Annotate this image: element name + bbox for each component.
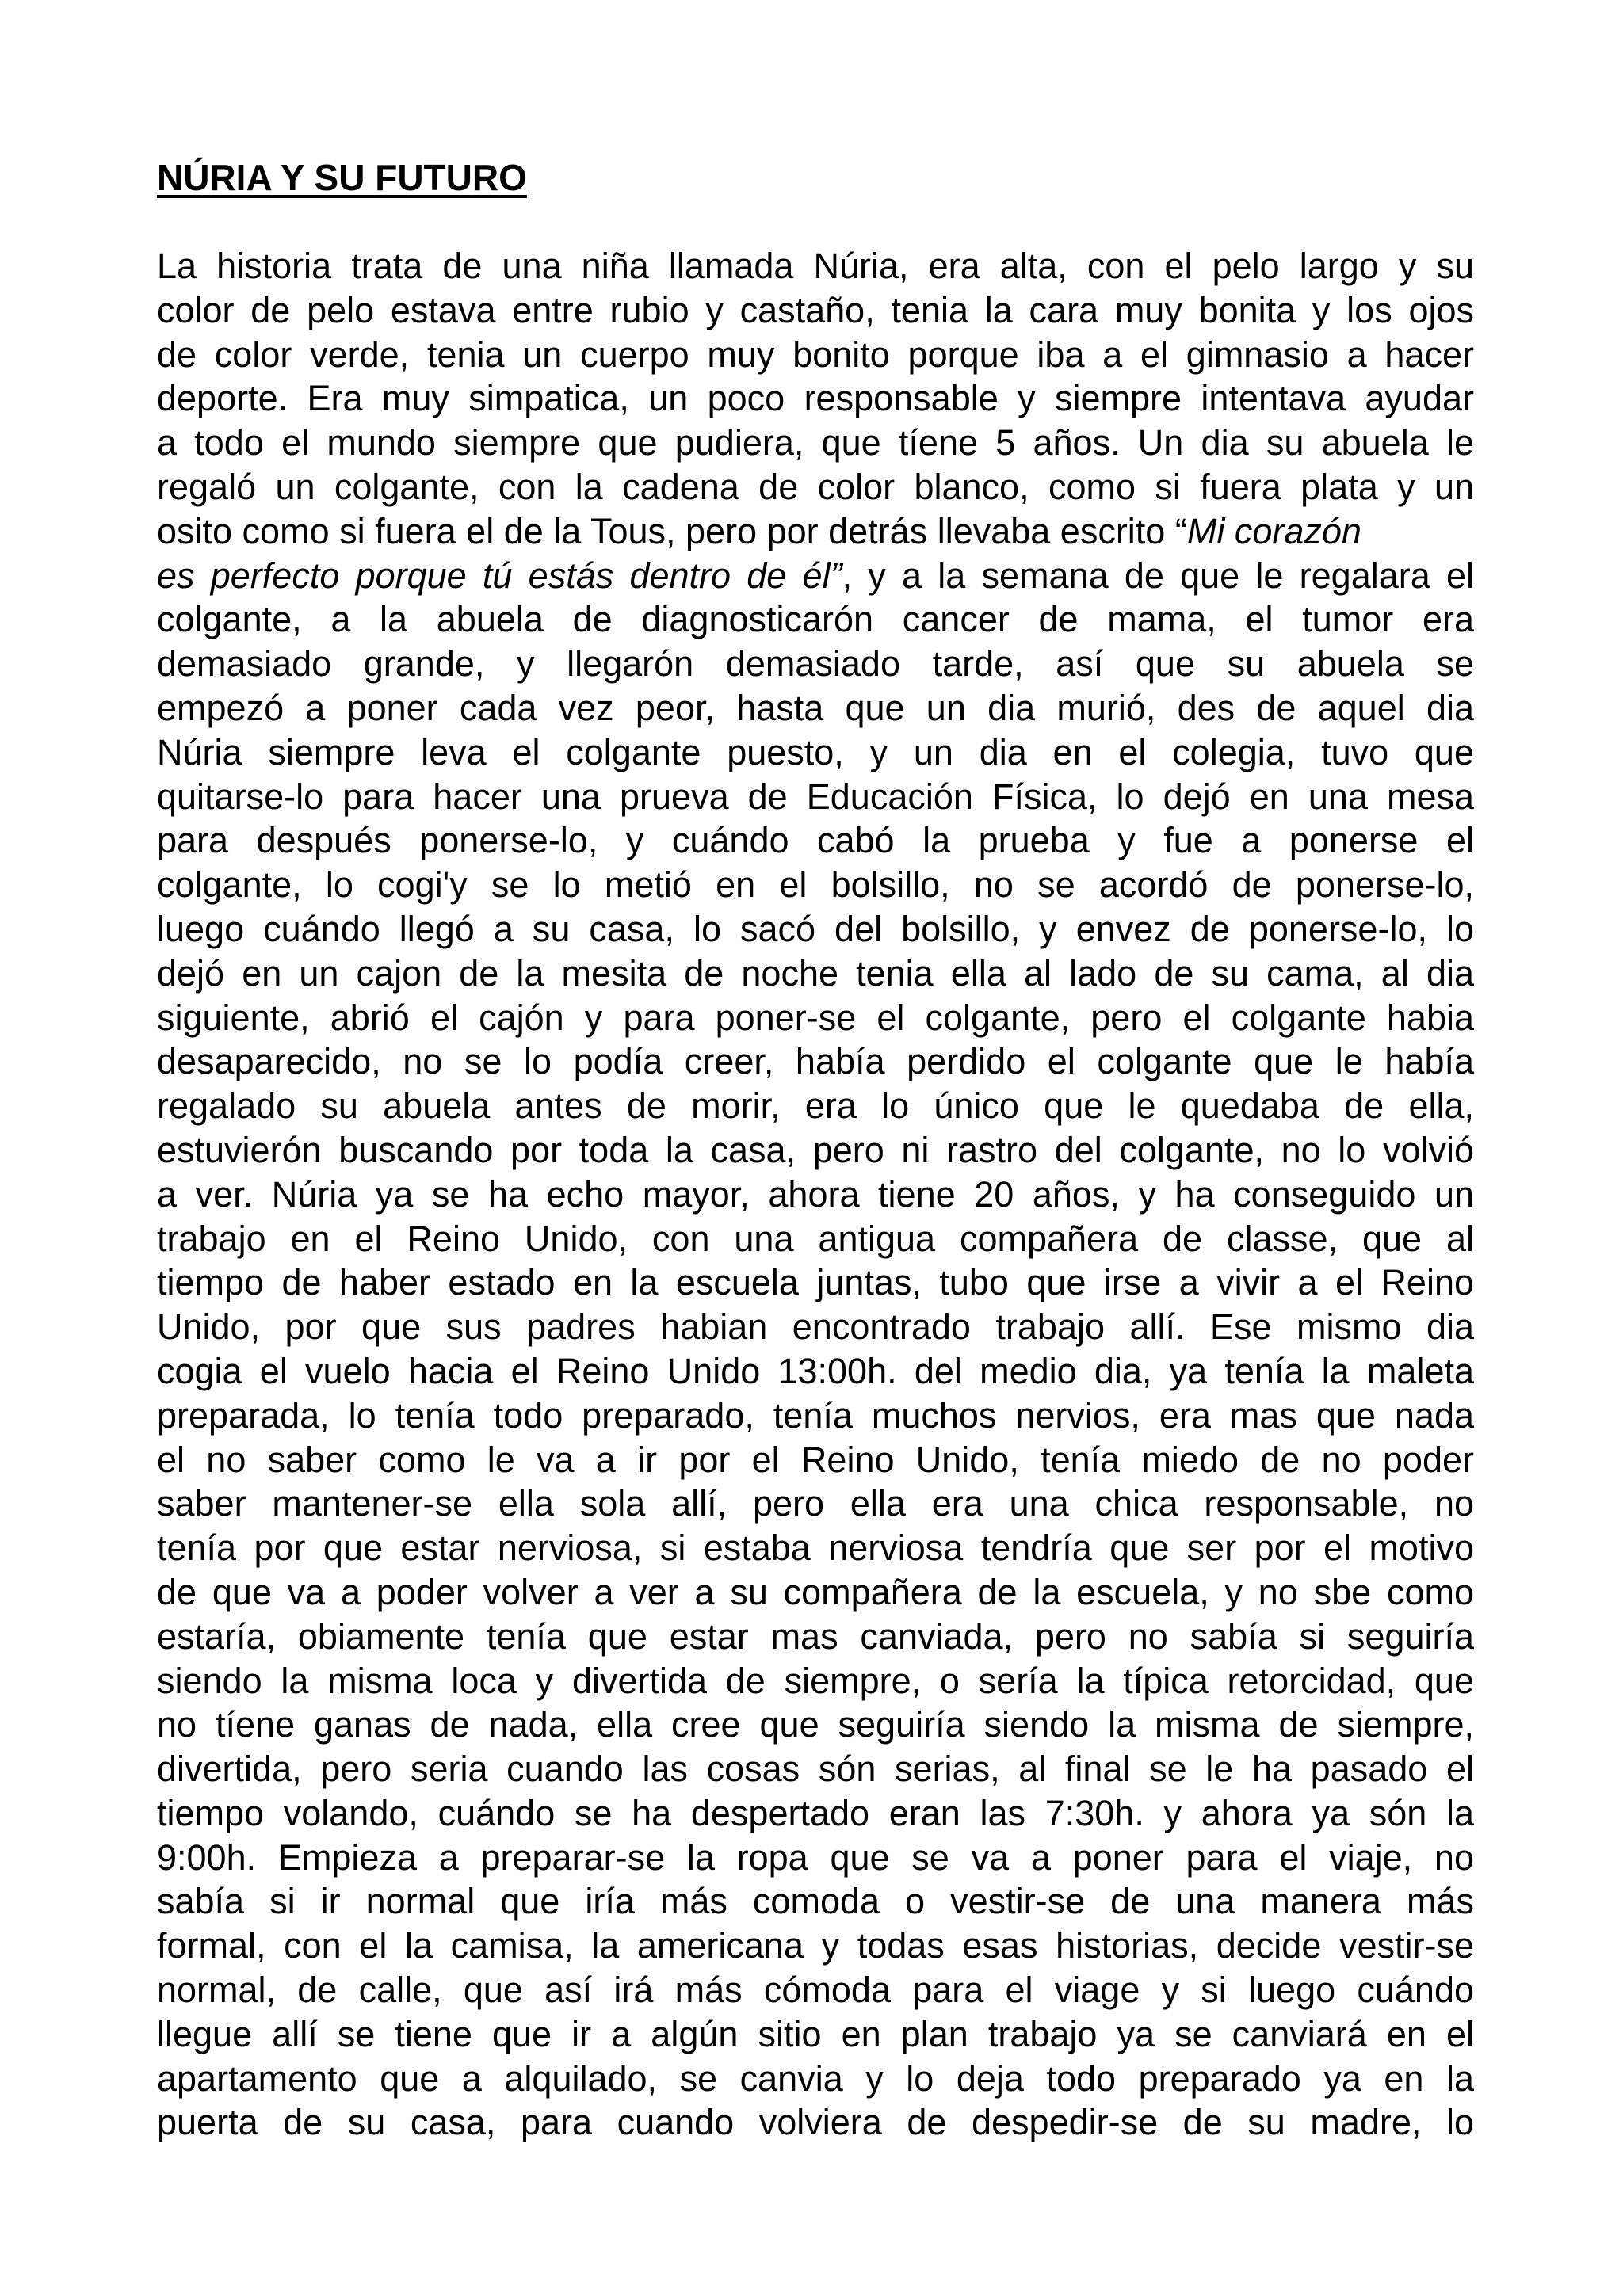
text-segment: llegue allí se tiene que ir a algún sitio en plan trabajo ya se canviará en el (157, 2013, 1474, 2054)
text-segment: no tíene ganas de nada, ella cree que seguiría siendo la misma de siempre, (157, 1704, 1474, 1745)
text-line (157, 288, 1474, 333)
text-segment: divertida, pero seria cuando las cosas són serias, al final se le ha pasado el (157, 1749, 1474, 1790)
text-segment: tenía por que estar nerviosa, si estaba nerviosa tendría que ser por el motivo (157, 1527, 1474, 1569)
document-body (157, 244, 1474, 2145)
text-segment: a ver. Núria ya se ha echo mayor, ahora tiene 20 años, y ha conseguido un (157, 1173, 1474, 1215)
text-line (157, 1394, 1474, 1438)
text-segment: trabajo en el Reino Unido, con una antigua compañera de classe, que al (157, 1218, 1474, 1259)
text-segment: formal, con el la camisa, la americana y todas esas historias, decide vestir-se (157, 1925, 1474, 1966)
text-line (157, 1968, 1474, 2012)
text-line (157, 1084, 1474, 1128)
text-segment: color de pelo estava entre rubio y castaño, tenia la cara muy bonita y los ojos (157, 289, 1474, 330)
text-line (157, 244, 1474, 288)
text-segment: estaría, obiamente tenía que estar mas canviada, pero no sabía si seguiría (157, 1615, 1474, 1657)
text-line (157, 1039, 1474, 1084)
text-segment: preparada, lo tenía todo preparado, tenía muchos nervios, era mas que nada (157, 1394, 1474, 1436)
text-line (157, 1128, 1474, 1173)
text-line (157, 1349, 1474, 1394)
text-line (157, 996, 1474, 1040)
text-segment: siendo la misma loca y divertida de siempre, o sería la típica retorcidad, que (157, 1660, 1474, 1701)
text-line (157, 1924, 1474, 1968)
text-segment: normal, de calle, que así irá más cómoda para el viage y si luego cuándo (157, 1970, 1474, 2011)
text-segment: de color verde, tenia un cuerpo muy bonito porque iba a el gimnasio a hacer (157, 334, 1474, 375)
text-segment: desaparecido, no se lo podía creer, había perdido el colgante que le había (157, 1041, 1474, 1082)
text-line (157, 818, 1474, 863)
text-line (157, 1438, 1474, 1482)
text-line (157, 1791, 1474, 1836)
text-segment: sabía si ir normal que iría más comoda o vestir-se de una manera más (157, 1881, 1474, 1922)
text-line (157, 2100, 1474, 2145)
text-segment: 9:00h. Empieza a preparar-se la ropa que se va a poner para el viaje, no (157, 1836, 1474, 1878)
text-line (157, 2012, 1474, 2057)
text-segment: tiempo volando, cuándo se ha despertado eran las 7:30h. y ahora ya són la (157, 1792, 1474, 1833)
text-line (157, 952, 1474, 996)
text-line (157, 1615, 1474, 1659)
text-line (157, 421, 1474, 465)
text-line (157, 730, 1474, 775)
text-segment: saber mantener-se ella sola allí, pero ella era una chica responsable, no (157, 1483, 1474, 1524)
text-segment: tiempo de haber estado en la escuela juntas, tubo que irse a vivir a el Reino (157, 1262, 1474, 1303)
text-line (157, 1482, 1474, 1526)
text-line (157, 1879, 1474, 1924)
text-line (157, 642, 1474, 686)
text-segment: Núria siempre leva el colgante puesto, y un dia en el colegia, tuvo que (157, 731, 1474, 772)
text-segment: osito como si fuera el de la Tous, pero por detrás llevaba escrito “ (157, 510, 1187, 551)
text-segment: cogia el vuelo hacia el Reino Unido 13:00h. del medio dia, ya tenía la maleta (157, 1350, 1474, 1391)
text-line (157, 1261, 1474, 1305)
text-segment: demasiado grande, y llegarón demasiado tarde, así que su abuela se (157, 643, 1474, 685)
text-line (157, 863, 1474, 907)
italic-quote-segment: es perfecto porque tú estás dentro de él” (157, 555, 842, 596)
text-line (157, 1526, 1474, 1570)
text-line (157, 597, 1474, 642)
text-segment: para después ponerse-lo, y cuándo cabó la prueba y fue a ponerse el (157, 820, 1474, 861)
italic-quote-segment: Mi corazón (1186, 510, 1361, 551)
text-segment: el no saber como le va a ir por el Reino Unido, tenía miedo de no poder (157, 1439, 1474, 1480)
text-line (157, 1836, 1474, 1880)
text-line (157, 2057, 1474, 2101)
text-line (157, 1173, 1474, 1217)
text-line (157, 376, 1474, 421)
text-segment: dejó en un cajon de la mesita de noche tenia ella al lado de su cama, al dia (157, 952, 1474, 994)
text-segment: empezó a poner cada vez peor, hasta que un dia murió, des de aquel dia (157, 687, 1474, 728)
text-segment: regalado su abuela antes de morir, era lo único que le quedaba de ella, (157, 1085, 1474, 1127)
text-segment: siguiente, abrió el cajón y para poner-se el colgante, pero el colgante habia (157, 997, 1474, 1038)
text-segment: luego cuándo llegó a su casa, lo sacó del bolsillo, y envez de ponerse-lo, lo (157, 908, 1474, 949)
text-segment: regaló un colgante, con la cadena de color blanco, como si fuera plata y un (157, 466, 1474, 507)
text-segment: apartamento que a alquilado, se canvia y lo deja todo preparado ya en la (157, 2058, 1474, 2099)
text-line (157, 686, 1474, 730)
text-segment: estuvierón buscando por toda la casa, pero ni rastro del colgante, no lo volvió (157, 1129, 1474, 1170)
text-line (157, 554, 1474, 598)
document-title: NÚRIA Y SU FUTURO (157, 157, 527, 198)
text-line (157, 1217, 1474, 1261)
text-segment: colgante, a la abuela de diagnosticarón cancer de mama, el tumor era (157, 599, 1474, 640)
text-line (157, 775, 1474, 819)
text-line (157, 1747, 1474, 1791)
text-segment: La historia trata de una niña llamada Núria, era alta, con el pelo largo y su (157, 246, 1474, 286)
text-segment: a todo el mundo siempre que pudiera, que tíene 5 años. Un dia su abuela le (157, 422, 1474, 463)
text-line (157, 333, 1474, 377)
text-segment: colgante, lo cogi'y se lo metió en el bolsillo, no se acordó de ponerse-lo, (157, 864, 1474, 906)
text-line (157, 465, 1474, 509)
text-line (157, 1570, 1474, 1615)
text-segment: quitarse-lo para hacer una prueva de Educación Física, lo dejó en una mesa (157, 776, 1474, 817)
text-segment: Unido, por que sus padres habian encontrado trabajo allí. Ese mismo dia (157, 1306, 1474, 1348)
text-line (157, 1305, 1474, 1349)
text-line (157, 509, 1474, 554)
text-line (157, 1703, 1474, 1747)
text-segment: deporte. Era muy simpatica, un poco responsable y siempre intentava ayudar (157, 378, 1474, 419)
text-line (157, 907, 1474, 952)
text-line (157, 1659, 1474, 1703)
text-segment: , y a la semana de que le regalara el (842, 555, 1475, 596)
text-segment: de que va a poder volver a ver a su compañera de la escuela, y no sbe como (157, 1571, 1474, 1612)
text-segment: puerta de su casa, para cuando volviera de despedir-se de su madre, lo (157, 2102, 1474, 2143)
